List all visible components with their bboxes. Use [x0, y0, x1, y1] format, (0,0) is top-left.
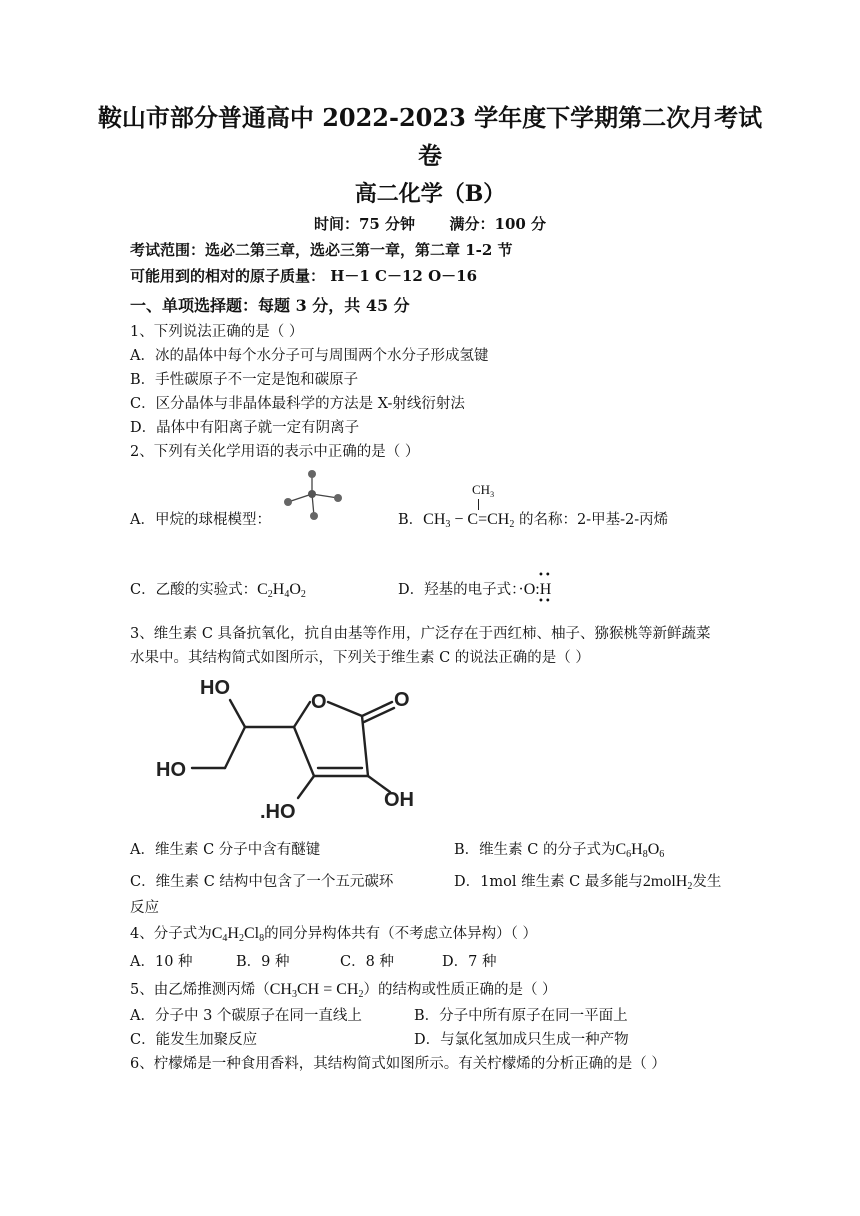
c4h2cl8-formula: $C_4H_2Cl_8$ — [211, 925, 265, 944]
question-2-option-a: A．甲烷的球棍模型： — [130, 512, 271, 528]
svg-text:.HO: .HO — [260, 801, 296, 823]
question-3-option-d: D．1mol 维生素 C 最多能与2molH$_2$发生 — [454, 873, 722, 892]
atomic-masses: 可能用到的相对的原子质量： H－1 C－12 O－16 — [130, 267, 478, 285]
question-6-stem: 6、柠檬烯是一种食用香料，其结构简式如图所示。有关柠檬烯的分析正确的是（ ） — [130, 1056, 666, 1072]
question-3-stem-line1: 3、维生素 C 具备抗氧化，抗自由基等作用，广泛存在于西红柿、柚子、猕猴桃等新鲜蔬菜 — [130, 626, 711, 642]
question-4-option-d: D．7 种 — [442, 954, 497, 970]
question-3-stem-line2: 水果中。其结构简式如图所示，下列关于维生素 C 的说法正确的是（ ） — [130, 650, 590, 666]
svg-text:O: O — [394, 689, 410, 711]
question-4-option-c: C．8 种 — [340, 954, 394, 970]
question-1-stem: 1、下列说法正确的是（ ） — [130, 324, 304, 340]
methane-ball-stick-model — [276, 466, 348, 522]
propene-formula: $CH_3 - C=CH_2$ — [423, 511, 515, 530]
exam-title: 鞍山市部分普通高中 2022-2023 学年度下学期第二次月考试 — [97, 103, 763, 132]
question-1-option-d: D．晶体中有阳离子就一定有阴离子 — [130, 420, 360, 436]
svg-text:HO: HO — [156, 759, 186, 781]
exam-score: 满分：100 分 — [449, 215, 547, 233]
section-heading: 一、单项选择题：每题 3 分，共 45 分 — [130, 296, 410, 315]
svg-text:OH: OH — [384, 789, 414, 811]
question-3-option-d-continued: 反应 — [130, 900, 159, 916]
question-5-option-a: A．分子中 3 个碳原子在同一直线上 — [130, 1008, 362, 1024]
methyl-branch-bond — [478, 499, 479, 510]
question-4-stem: 4、分子式为$C_4H_2Cl_8$的同分异构体共有（不考虑立体异构）（ ） — [130, 925, 537, 944]
question-3-option-b: B．维生素 C 的分子式为$C_6H_8O_6$ — [454, 841, 665, 860]
question-2-stem: 2、下列有关化学用语的表示中正确的是（ ） — [130, 444, 420, 460]
exam-time: 时间：75 分钟 — [313, 215, 416, 233]
question-1-option-a: A．冰的晶体中每个水分子可与周围两个水分子形成氢键 — [130, 348, 489, 364]
question-2-option-b: B．$CH_3 - C=CH_2$ 的名称：2-甲基-2-丙烯 — [398, 511, 669, 530]
question-5-option-c: C．能发生加聚反应 — [130, 1032, 258, 1048]
question-5-option-b: B．分子中所有原子在同一平面上 — [414, 1008, 628, 1024]
propene-condensed-formula: $CH_3CH = CH_2$ — [269, 981, 364, 1000]
question-2-option-d: D．羟基的电子式：·O:H — [398, 581, 552, 598]
question-5-stem: 5、由乙烯推测丙烯$(CH_3CH = CH_2)$的结构或性质正确的是（ ） — [130, 981, 557, 1000]
acetic-acid-empirical-formula: $C_2H_4O_2$ — [257, 581, 306, 600]
question-4-option-a: A．10 种 — [130, 954, 193, 970]
hydroxyl-electron-formula: ·O:H — [518, 581, 552, 598]
methyl-branch-label: $CH_3$ — [472, 482, 495, 499]
lone-pair-dots-bottom: •• — [538, 596, 552, 607]
question-4-option-b: B．9 种 — [236, 954, 290, 970]
svg-text:O: O — [311, 691, 327, 713]
exam-meta — [0, 214, 860, 234]
exam-scope: 考试范围：选必二第三章，选必三第一章，第二章 1-2 节 — [130, 241, 513, 259]
svg-text:HO: HO — [200, 677, 230, 699]
question-3-option-a: A．维生素 C 分子中含有醚键 — [130, 842, 321, 858]
vitamin-c-structure — [150, 672, 430, 826]
vitamin-c-molecular-formula: $C_6H_8O_6$ — [615, 841, 665, 860]
question-2-option-c: C．乙酸的实验式：$C_2H_4O_2$ — [130, 581, 306, 600]
exam-title-continued: 卷 — [418, 141, 442, 170]
question-1-option-c: C．区分晶体与非晶体最科学的方法是 X-射线衍射法 — [130, 396, 465, 412]
question-1-option-b: B．手性碳原子不一定是饱和碳原子 — [130, 372, 359, 388]
question-3-option-c: C．维生素 C 结构中包含了一个五元碳环 — [130, 874, 394, 890]
exam-subtitle: 高二化学（B） — [354, 181, 506, 207]
question-5-option-d: D．与氯化氢加成只生成一种产物 — [414, 1032, 629, 1048]
lone-pair-dots-top: •• — [538, 570, 552, 581]
